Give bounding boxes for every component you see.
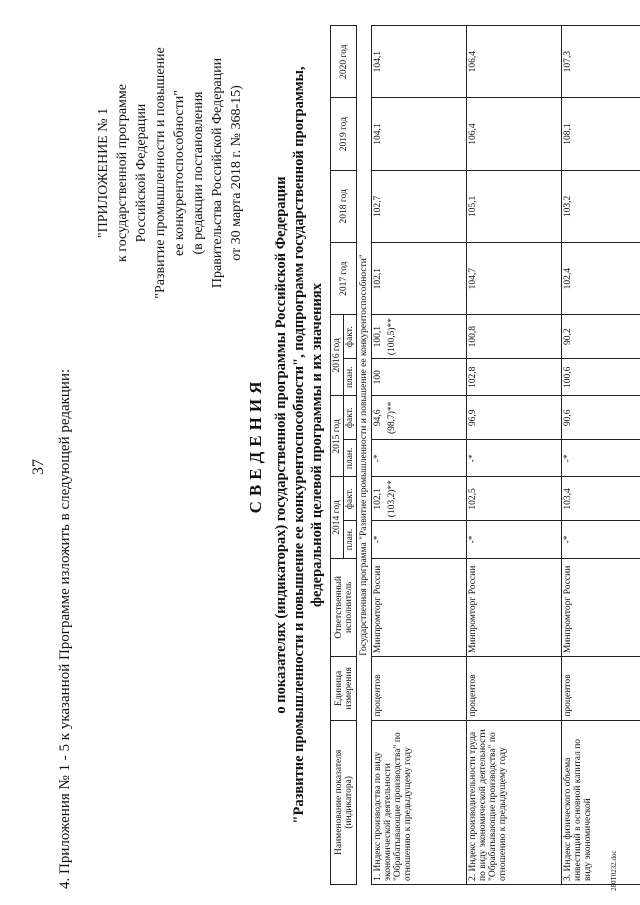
- cell-2014-plan: -*: [467, 521, 562, 558]
- cell-2016-fact: 90,2: [562, 315, 640, 359]
- cell-2019: 106,4: [467, 98, 562, 170]
- appendix-line: Правительства Российской Федерации: [210, 57, 225, 289]
- value: 102,1: [373, 488, 383, 510]
- value: 100,1: [373, 326, 383, 348]
- cell-2014-fact: 102,5: [467, 477, 562, 521]
- subtitle-line: "Развитие промышленности и повышение ее конкурентоспособности", подпрограмм государственной программы,: [291, 66, 307, 824]
- header-plan: план.: [344, 359, 357, 396]
- section-title: Государственная программа "Развитие промышленности и повышение ее конкурентоспособности": [357, 26, 372, 885]
- header-year-2017: 2017 год: [331, 243, 357, 315]
- rotated-landscape-content: [10, 0, 630, 895]
- file-code: 280Т0232.doc: [610, 850, 618, 891]
- appendix-line: к государственной программе: [115, 84, 130, 262]
- cell-2015-fact: 96,9: [467, 396, 562, 440]
- cell-2017: 102,4: [562, 243, 640, 315]
- value-note: (100,5)**: [387, 317, 397, 356]
- cell-2018: 105,1: [467, 170, 562, 242]
- cell-2016-fact: 100,8: [467, 315, 562, 359]
- table-row: [562, 26, 640, 885]
- appendix-line: (в редакции постановления: [191, 91, 206, 255]
- cell-2016-plan: 100,6: [562, 359, 640, 396]
- cell-2017: 104,7: [467, 243, 562, 315]
- document-subtitle: [272, 35, 326, 855]
- cell-2014-fact: 103,4: [562, 477, 640, 521]
- cell-2020: 104,1: [372, 26, 467, 98]
- cell-indicator-name: 2. Индекс производительности труда по виду экономической деятельности "Обрабатывающие производства" по отношению к предыдущему году: [467, 720, 562, 884]
- appendix-line: ее конкурентоспособности": [172, 90, 187, 256]
- header-unit: Единица измерения: [331, 657, 357, 721]
- appendix-header: [94, 3, 246, 343]
- cell-2014-fact: [372, 477, 467, 521]
- cell-executor: Минпромторг России: [467, 558, 562, 657]
- cell-unit: процентов: [562, 657, 640, 721]
- subtitle-line: о показателях (индикаторах) государственной программы Российской Федерации: [273, 176, 289, 714]
- appendix-line: "ПРИЛОЖЕНИЕ № 1: [96, 107, 111, 239]
- cell-2014-plan: -*: [562, 521, 640, 558]
- header-fact: факт.: [344, 396, 357, 440]
- cell-2015-fact: 90,6: [562, 396, 640, 440]
- header-year-2018: 2018 год: [331, 170, 357, 242]
- cell-indicator-name: 3. Индекс физического объема инвестиций в основной капитал по виду экономической: [562, 720, 640, 884]
- cell-2017: 102,1: [372, 243, 467, 315]
- cell-executor: Минпромторг России: [372, 558, 467, 657]
- header-year-2016: 2016 год: [331, 315, 344, 396]
- appendix-line: Российской Федерации: [134, 103, 149, 243]
- header-year-2019: 2019 год: [331, 98, 357, 170]
- table-header-row: [331, 26, 344, 885]
- cell-2015-plan: -*: [467, 440, 562, 477]
- header-year-2020: 2020 год: [331, 26, 357, 98]
- header-year-2014: 2014 год: [331, 477, 344, 558]
- cell-2018: 103,2: [562, 170, 640, 242]
- value-note: (103,2)**: [387, 480, 397, 518]
- cell-executor: Минпромторг России: [562, 558, 640, 657]
- value-note: (98,7)**: [387, 401, 397, 435]
- header-plan: план.: [344, 521, 357, 558]
- table-row: [372, 26, 467, 885]
- page-number: 37: [30, 459, 47, 475]
- header-year-2015: 2015 год: [331, 396, 344, 477]
- cell-2018: 102,7: [372, 170, 467, 242]
- cell-unit: процентов: [467, 657, 562, 721]
- indicators-table: [330, 25, 640, 885]
- cell-2019: 104,1: [372, 98, 467, 170]
- header-plan: план.: [344, 440, 357, 477]
- cell-2019: 108,1: [562, 98, 640, 170]
- value: 94,6: [373, 409, 383, 427]
- cell-2020: 106,4: [467, 26, 562, 98]
- document-title: СВЕДЕНИЯ: [246, 376, 265, 514]
- cell-2020: 107,3: [562, 26, 640, 98]
- intro-sentence: 4. Приложения № 1 - 5 к указанной Программе изложить в следующей редакции:: [57, 368, 73, 889]
- cell-2015-plan: -*: [372, 440, 467, 477]
- subtitle-line: федеральной целевой программы и их значениях: [309, 283, 325, 607]
- cell-2015-plan: -*: [562, 440, 640, 477]
- header-fact: факт.: [344, 315, 357, 359]
- section-row: [357, 26, 372, 885]
- header-fact: факт.: [344, 477, 357, 521]
- cell-2016-plan: 102,8: [467, 359, 562, 396]
- appendix-line: от 30 марта 2018 г. № 368-15): [229, 85, 244, 261]
- cell-2016-plan: 100: [372, 359, 467, 396]
- cell-indicator-name: 1. Индекс производства по виду экономической деятельности "Обрабатывающие производства" по отношению к предыдущему году: [372, 720, 467, 884]
- cell-2016-fact: [372, 315, 467, 359]
- cell-2015-fact: [372, 396, 467, 440]
- header-executor: Ответственный исполнитель: [331, 558, 357, 657]
- header-indicator: Наименование показателя (индикатора): [331, 720, 357, 884]
- cell-unit: процентов: [372, 657, 467, 721]
- cell-2014-plan: -*: [372, 521, 467, 558]
- table-row: [467, 26, 562, 885]
- appendix-line: "Развитие промышленности и повышение: [153, 47, 168, 299]
